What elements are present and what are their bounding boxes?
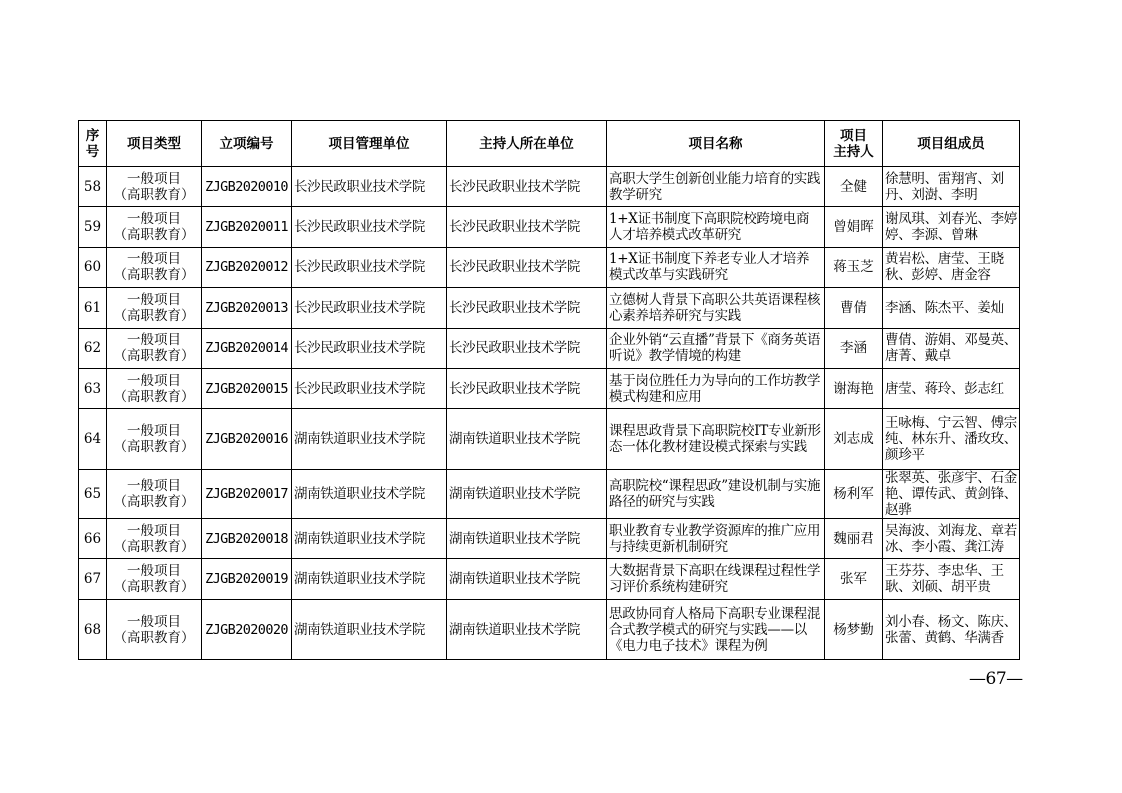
seq-cell: 65 <box>79 469 107 518</box>
members-cell: 唐莹、蒋玲、彭志红 <box>883 368 1020 408</box>
seq-cell: 66 <box>79 518 107 558</box>
code-cell: ZJGB2020011 <box>202 207 292 247</box>
seq-cell: 68 <box>79 599 107 660</box>
table-row <box>79 518 1020 558</box>
project-name-cell: 1+X证书制度下高职院校跨境电商人才培养模式改革研究 <box>607 207 825 247</box>
host-unit-cell: 湖南铁道职业技术学院 <box>447 599 607 660</box>
project-name-cell: 大数据背景下高职在线课程过程性学习评价系统构建研究 <box>607 559 825 599</box>
host-cell: 全健 <box>825 167 883 207</box>
project-name-cell: 职业教育专业教学资源库的推广应用与持续更新机制研究 <box>607 518 825 558</box>
host-cell: 李涵 <box>825 328 883 368</box>
type-cell <box>107 469 202 518</box>
header-project-name: 项目名称 <box>607 121 825 167</box>
table-row <box>79 559 1020 599</box>
header-host-unit: 主持人所在单位 <box>447 121 607 167</box>
seq-cell: 64 <box>79 409 107 470</box>
table-row <box>79 409 1020 470</box>
project-name-cell: 1+X证书制度下养老专业人才培养模式改革与实践研究 <box>607 247 825 287</box>
type-line2: （高职教育） <box>113 439 195 456</box>
seq-cell: 59 <box>79 207 107 247</box>
code-cell: ZJGB2020016 <box>202 409 292 470</box>
host-cell: 曾娟晖 <box>825 207 883 247</box>
type-cell <box>107 368 202 408</box>
members-cell: 吴海波、刘海龙、章若冰、李小霞、龚江涛 <box>883 518 1020 558</box>
host-cell: 魏丽君 <box>825 518 883 558</box>
table-header <box>79 121 1020 167</box>
type-line2: （高职教育） <box>113 227 195 244</box>
members-cell: 王芬芬、李忠华、王耿、刘硕、胡平贵 <box>883 559 1020 599</box>
table-row <box>79 368 1020 408</box>
table-row <box>79 288 1020 328</box>
table-body <box>79 167 1020 660</box>
project-table <box>78 120 1020 660</box>
type-line1: 一般项目 <box>127 372 181 389</box>
project-name-cell: 基于岗位胜任力为导向的工作坊教学模式构建和应用 <box>607 368 825 408</box>
host-cell: 曹倩 <box>825 288 883 328</box>
host-unit-cell: 长沙民政职业技术学院 <box>447 247 607 287</box>
header-seq <box>79 121 107 167</box>
table-row <box>79 167 1020 207</box>
type-line1: 一般项目 <box>127 563 181 580</box>
host-unit-cell: 湖南铁道职业技术学院 <box>447 409 607 470</box>
mgmt-unit-cell: 长沙民政职业技术学院 <box>292 328 447 368</box>
header-type: 项目类型 <box>107 121 202 167</box>
type-line1: 一般项目 <box>127 332 181 349</box>
mgmt-unit-cell: 湖南铁道职业技术学院 <box>292 469 447 518</box>
type-line1: 一般项目 <box>127 477 181 494</box>
mgmt-unit-cell: 长沙民政职业技术学院 <box>292 288 447 328</box>
host-cell: 杨梦勤 <box>825 599 883 660</box>
table-row <box>79 328 1020 368</box>
type-line1: 一般项目 <box>127 251 181 268</box>
seq-cell: 61 <box>79 288 107 328</box>
type-line2: （高职教育） <box>113 388 195 405</box>
members-cell: 李涵、陈杰平、姜灿 <box>883 288 1020 328</box>
type-cell <box>107 207 202 247</box>
table-row <box>79 469 1020 518</box>
code-cell: ZJGB2020012 <box>202 247 292 287</box>
project-name-cell: 高职大学生创新创业能力培育的实践教学研究 <box>607 167 825 207</box>
project-name-cell: 课程思政背景下高职院校IT专业新形态一体化教材建设模式探索与实践 <box>607 409 825 470</box>
type-line2: （高职教育） <box>113 267 195 284</box>
type-line2: （高职教育） <box>113 579 195 596</box>
type-line1: 一般项目 <box>127 613 181 630</box>
type-cell <box>107 518 202 558</box>
type-line1: 一般项目 <box>127 170 181 187</box>
mgmt-unit-cell: 长沙民政职业技术学院 <box>292 368 447 408</box>
page-number: —67— <box>969 669 1023 689</box>
header-host-line2: 主持人 <box>833 143 874 160</box>
type-cell <box>107 559 202 599</box>
mgmt-unit-cell: 湖南铁道职业技术学院 <box>292 518 447 558</box>
project-name-cell: 企业外销“云直播”背景下《商务英语听说》教学情境的构建 <box>607 328 825 368</box>
members-cell: 王咏梅、宁云智、傅宗纯、林东升、潘玫玫、颜珍平 <box>883 409 1020 470</box>
header-host <box>825 121 883 167</box>
header-code: 立项编号 <box>202 121 292 167</box>
code-cell: ZJGB2020020 <box>202 599 292 660</box>
host-unit-cell: 长沙民政职业技术学院 <box>447 288 607 328</box>
mgmt-unit-cell: 湖南铁道职业技术学院 <box>292 559 447 599</box>
table-row <box>79 207 1020 247</box>
header-seq-line1: 序 <box>85 127 100 144</box>
type-cell <box>107 247 202 287</box>
type-cell <box>107 599 202 660</box>
host-unit-cell: 长沙民政职业技术学院 <box>447 167 607 207</box>
host-cell: 杨利军 <box>825 469 883 518</box>
type-cell <box>107 288 202 328</box>
host-cell: 刘志成 <box>825 409 883 470</box>
seq-cell: 67 <box>79 559 107 599</box>
host-cell: 张军 <box>825 559 883 599</box>
header-mgmt-unit: 项目管理单位 <box>292 121 447 167</box>
host-unit-cell: 湖南铁道职业技术学院 <box>447 518 607 558</box>
project-name-cell: 高职院校“课程思政”建设机制与实施路径的研究与实践 <box>607 469 825 518</box>
type-line1: 一般项目 <box>127 211 181 228</box>
table-row <box>79 599 1020 660</box>
host-unit-cell: 湖南铁道职业技术学院 <box>447 559 607 599</box>
members-cell: 徐慧明、雷翔宵、刘丹、刘澍、李明 <box>883 167 1020 207</box>
code-cell: ZJGB2020014 <box>202 328 292 368</box>
type-line1: 一般项目 <box>127 423 181 440</box>
host-unit-cell: 长沙民政职业技术学院 <box>447 328 607 368</box>
mgmt-unit-cell: 湖南铁道职业技术学院 <box>292 409 447 470</box>
type-line2: （高职教育） <box>113 307 195 324</box>
seq-cell: 58 <box>79 167 107 207</box>
seq-cell: 60 <box>79 247 107 287</box>
type-cell <box>107 167 202 207</box>
type-line2: （高职教育） <box>113 186 195 203</box>
type-line1: 一般项目 <box>127 291 181 308</box>
host-cell: 谢海艳 <box>825 368 883 408</box>
host-unit-cell: 湖南铁道职业技术学院 <box>447 469 607 518</box>
type-line1: 一般项目 <box>127 522 181 539</box>
members-cell: 曹倩、游娟、邓曼英、唐菁、戴卓 <box>883 328 1020 368</box>
seq-cell: 63 <box>79 368 107 408</box>
header-seq-line2: 号 <box>85 143 100 160</box>
type-line2: （高职教育） <box>113 348 195 365</box>
mgmt-unit-cell: 长沙民政职业技术学院 <box>292 247 447 287</box>
seq-cell: 62 <box>79 328 107 368</box>
mgmt-unit-cell: 长沙民政职业技术学院 <box>292 207 447 247</box>
members-cell: 黄岩松、唐莹、王晓秋、彭婷、唐金容 <box>883 247 1020 287</box>
code-cell: ZJGB2020015 <box>202 368 292 408</box>
mgmt-unit-cell: 长沙民政职业技术学院 <box>292 167 447 207</box>
header-host-line1: 项目 <box>840 127 867 144</box>
project-name-cell: 立德树人背景下高职公共英语课程核心素养培养研究与实践 <box>607 288 825 328</box>
host-unit-cell: 长沙民政职业技术学院 <box>447 207 607 247</box>
type-line2: （高职教育） <box>113 538 195 555</box>
type-cell <box>107 328 202 368</box>
host-cell: 蒋玉芝 <box>825 247 883 287</box>
header-members: 项目组成员 <box>883 121 1020 167</box>
code-cell: ZJGB2020017 <box>202 469 292 518</box>
code-cell: ZJGB2020018 <box>202 518 292 558</box>
members-cell: 谢凤琪、刘春光、李婷婷、李源、曾琳 <box>883 207 1020 247</box>
table-row <box>79 247 1020 287</box>
code-cell: ZJGB2020013 <box>202 288 292 328</box>
code-cell: ZJGB2020019 <box>202 559 292 599</box>
type-line2: （高职教育） <box>113 629 195 646</box>
type-line2: （高职教育） <box>113 493 195 510</box>
mgmt-unit-cell: 湖南铁道职业技术学院 <box>292 599 447 660</box>
members-cell: 张翠英、张彦宇、石金艳、谭传武、黄剑锋、赵骅 <box>883 469 1020 518</box>
host-unit-cell: 长沙民政职业技术学院 <box>447 368 607 408</box>
members-cell: 刘小春、杨文、陈庆、张蕾、黄鹤、华满香 <box>883 599 1020 660</box>
code-cell: ZJGB2020010 <box>202 167 292 207</box>
type-cell <box>107 409 202 470</box>
project-name-cell: 思政协同育人格局下高职专业课程混合式教学模式的研究与实践——以《电力电子技术》课程为例 <box>607 599 825 660</box>
